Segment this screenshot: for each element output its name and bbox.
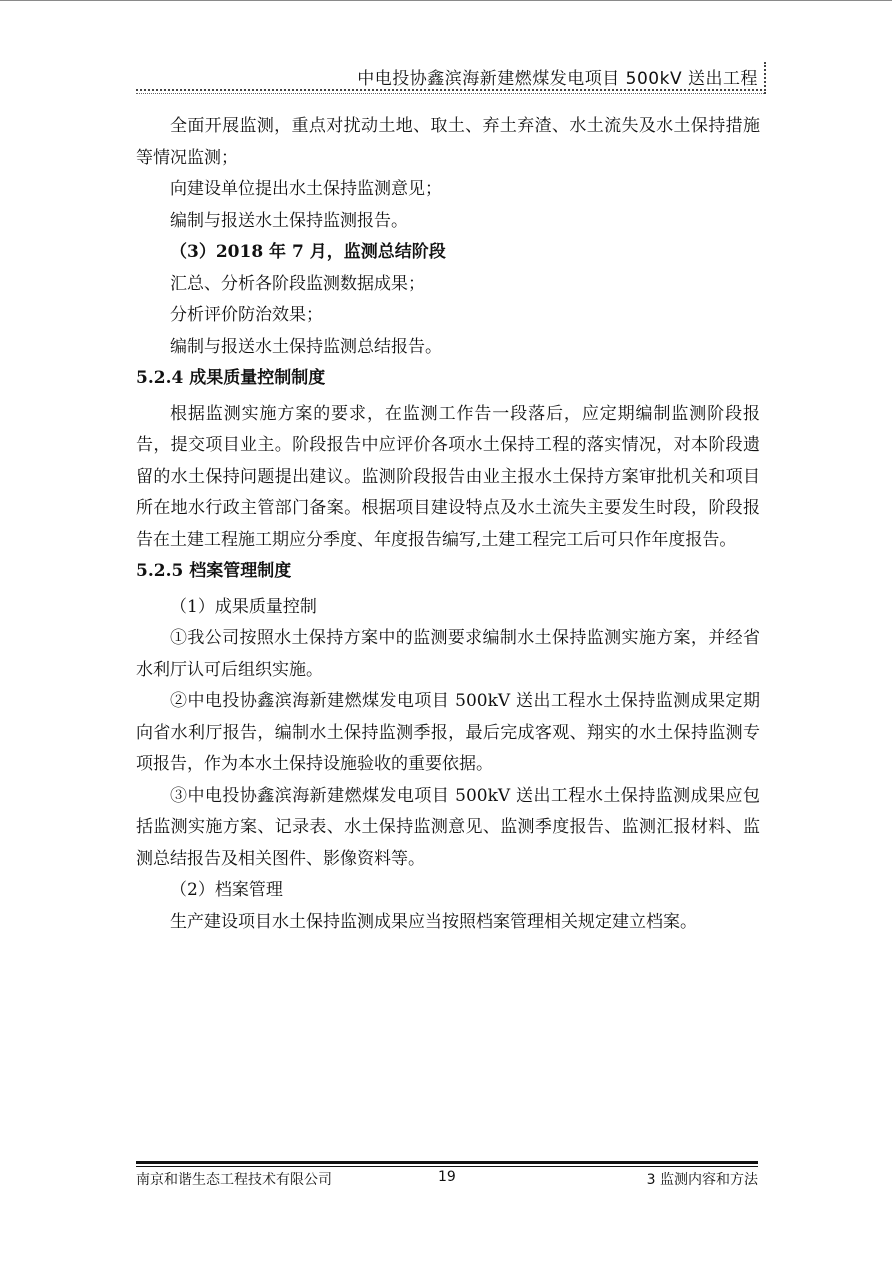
footer-chapter: 3 监测内容和方法 bbox=[646, 1172, 758, 1188]
header-title: 中电投协鑫滨海新建燃煤发电项目 500kV 送出工程 bbox=[357, 69, 758, 89]
paragraph: ①我公司按照水土保持方案中的监测要求编制水土保持监测实施方案，并经省水利厅认可后组织实施。 bbox=[136, 628, 760, 680]
page-top-edge bbox=[0, 0, 892, 1]
paragraph: 向建设单位提出水土保持监测意见； bbox=[170, 179, 442, 199]
paragraph: 编制与报送水土保持监测总结报告。 bbox=[170, 336, 442, 357]
page-number: 19 bbox=[438, 1169, 456, 1185]
paragraph: 编制与报送水土保持监测报告。 bbox=[170, 210, 408, 231]
sub-heading: （2）档案管理 bbox=[170, 880, 283, 900]
stage-heading: （3）2018 年 7 月，监测总结阶段 bbox=[170, 242, 446, 262]
section-heading: 5.2.5 档案管理制度 bbox=[136, 561, 292, 581]
paragraph: 汇总、分析各阶段监测数据成果； bbox=[170, 273, 425, 294]
section-heading: 5.2.4 成果质量控制制度 bbox=[136, 368, 326, 388]
paragraph: 根据监测实施方案的要求，在监测工作告一段落后，应定期编制监测阶段报告，提交项目业主。阶段报告中应评价各项水土保持工程的落实情况，对本阶段遗留的水土保持问题提出建议。监测阶段报告由业主报水土保持方案审批机关和项目所在地水行政主管部门备案。根据项目建设特点及水土流失主要发生时段，阶段报告在土建工程施工期应分季度、年度报告编写,土建工程完工后可只作年度报告。 bbox=[136, 403, 760, 550]
header-rule bbox=[136, 89, 766, 91]
page-footer bbox=[136, 1169, 758, 1191]
paragraph: ②中电投协鑫滨海新建燃煤发电项目 500kV 送出工程水土保持监测成果定期向省水利厅报告，编制水土保持监测季报，最后完成客观、翔实的水土保持监测专项报告，作为本水土保持设施验收的重要依据。 bbox=[136, 691, 760, 774]
paragraph: 生产建设项目水土保持监测成果应当按照档案管理相关规定建立档案。 bbox=[170, 911, 697, 932]
paragraph: 全面开展监测，重点对扰动土地、取土、弃土弃渣、水土流失及水土保持措施等情况监测； bbox=[136, 116, 760, 168]
footer-rule-secondary bbox=[136, 1166, 758, 1167]
sub-heading: （1）成果质量控制 bbox=[170, 596, 317, 617]
footer-rule bbox=[136, 1161, 758, 1164]
footer-company: 南京和谐生态工程技术有限公司 bbox=[136, 1172, 332, 1188]
page-header bbox=[136, 62, 758, 88]
paragraph: 分析评价防治效果； bbox=[170, 305, 323, 325]
header-rule-secondary bbox=[136, 93, 766, 94]
paragraph: ③中电投协鑫滨海新建燃煤发电项目 500kV 送出工程水土保持监测成果应包括监测实施方案、记录表、水土保持监测意见、监测季度报告、监测汇报材料、监测总结报告及相关图件、影像资料等。 bbox=[136, 785, 760, 869]
document-body bbox=[136, 111, 760, 938]
header-vertical-rule bbox=[764, 62, 766, 94]
